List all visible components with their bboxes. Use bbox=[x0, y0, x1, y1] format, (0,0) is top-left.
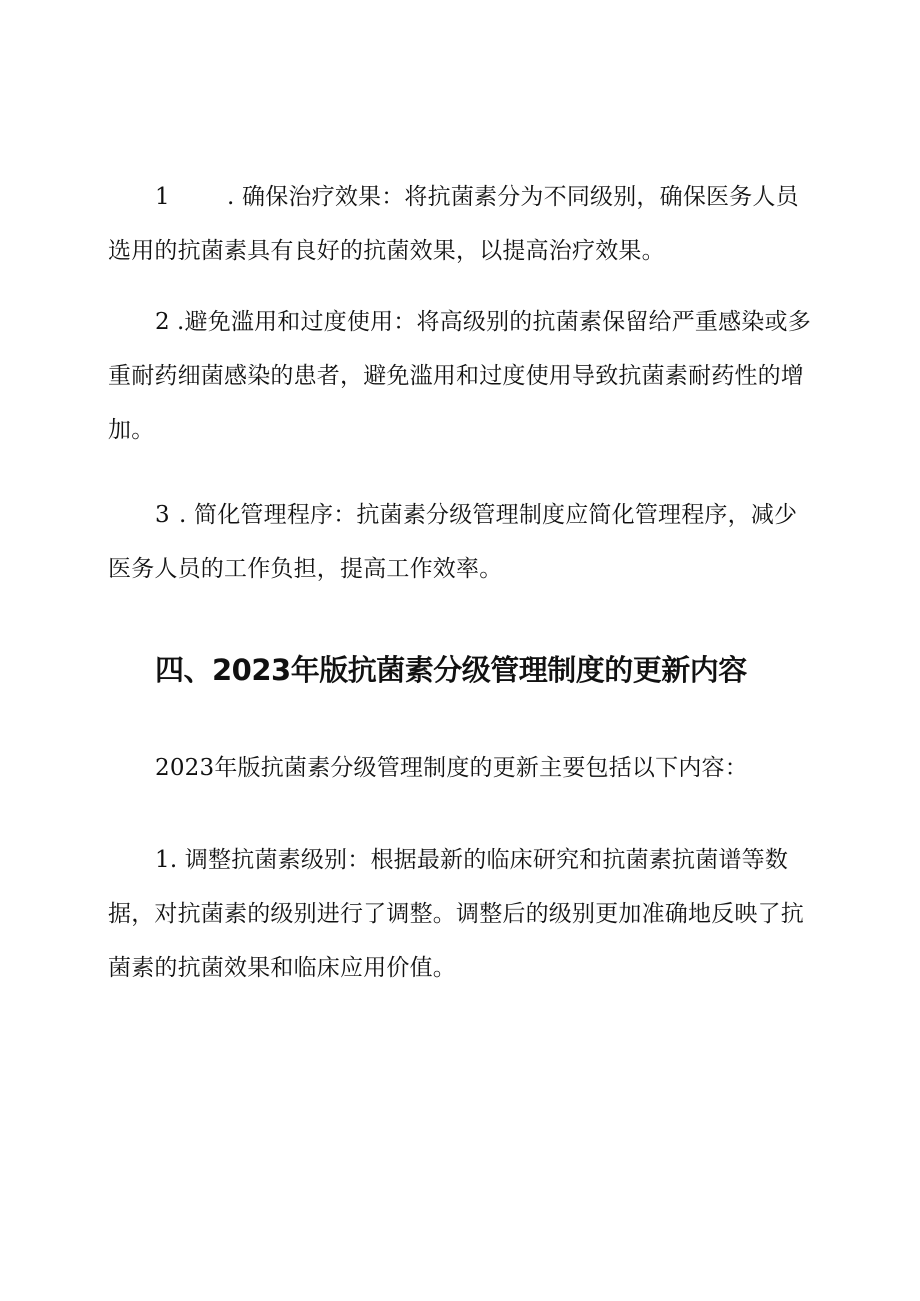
list-item-text: . 简化管理程序：抗菌素分级管理制度应简化管理程序，减少医务人员的工作负担，提高工作效率。 bbox=[108, 502, 798, 582]
list-item-text: .避免滥用和过度使用：将高级别的抗菌素保留给严重感染或多重耐药细菌感染的患者，避免滥用和过度使用导致抗菌素耐药性的增加。 bbox=[108, 309, 811, 443]
section-heading: 四、2023年版抗菌素分级管理制度的更新内容 bbox=[155, 653, 747, 687]
list-item-number: 3 bbox=[155, 502, 170, 528]
list-item-text: . 确保治疗效果：将抗菌素分为不同级别，确保医务人员选用的抗菌素具有良好的抗菌效果，以提高治疗效果。 bbox=[108, 184, 799, 264]
list-item-number: 2 bbox=[155, 309, 170, 335]
list-item-number: 1 bbox=[155, 184, 170, 210]
intro-paragraph: 2023年版抗菌素分级管理制度的更新主要包括以下内容： bbox=[155, 755, 748, 781]
list-item-simplify-management bbox=[108, 488, 812, 596]
update-item-adjust-levels: 1. 调整抗菌素级别：根据最新的临床研究和抗菌素抗菌谱等数据，对抗菌素的级别进行了调整。调整后的级别更加准确地反映了抗菌素的抗菌效果和临床应用价值。 bbox=[108, 847, 804, 981]
list-item-ensure-treatment-effect bbox=[108, 170, 812, 278]
list-item-avoid-abuse bbox=[108, 295, 812, 457]
